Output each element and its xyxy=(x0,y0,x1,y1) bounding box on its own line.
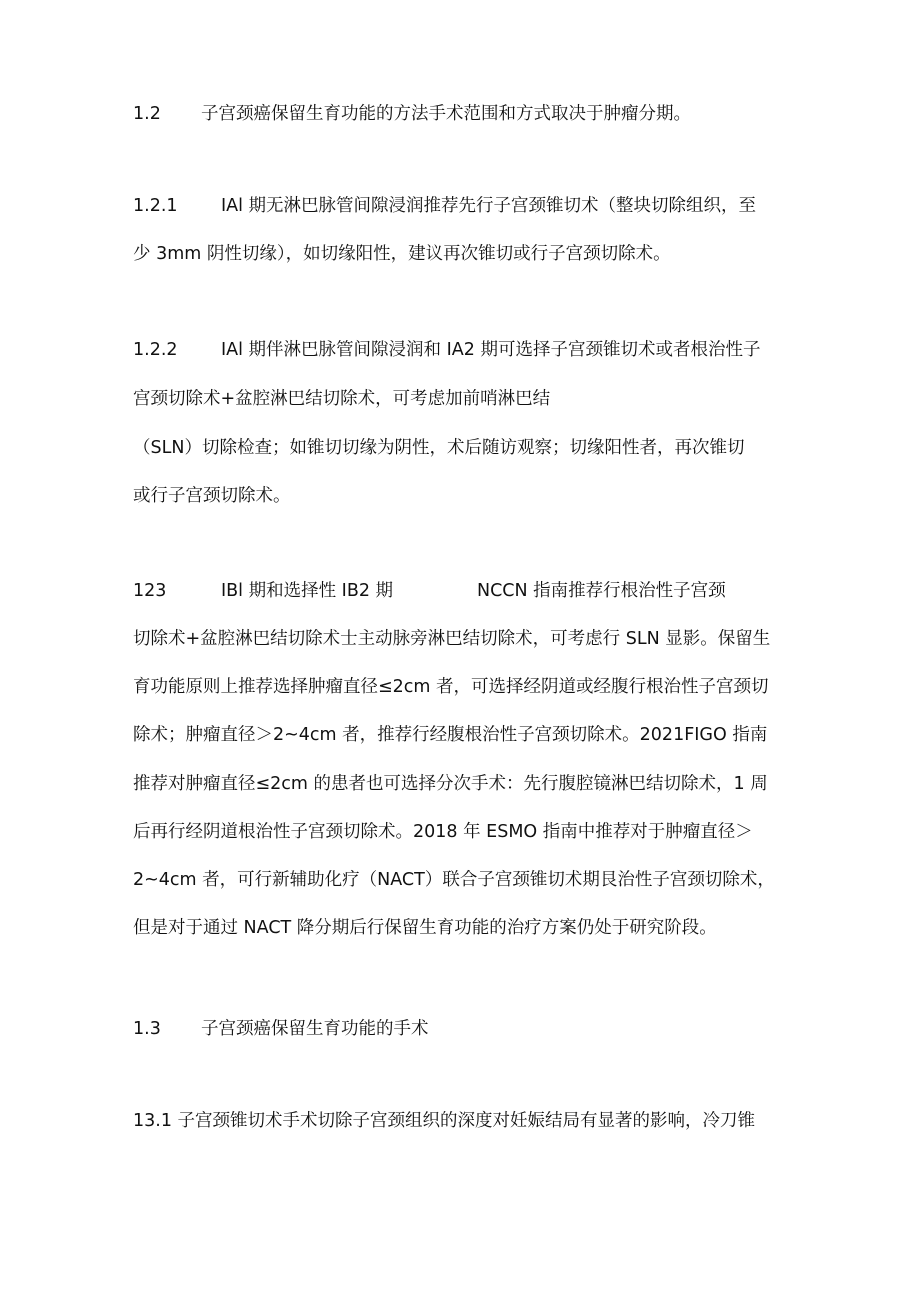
paragraph-line: IAl 期无淋巴脉管间隙浸润推荐先行子宫颈锥切术（整块切除组织，至 xyxy=(221,196,757,216)
section-number-1-3: 1.3 xyxy=(133,1019,161,1039)
paragraph-line: 推荐对肿瘤直径≤2cm 的患者也可选择分次手术：先行腹腔镜淋巴结切除术，1 周 xyxy=(133,774,768,794)
paragraph-line: 但是对于通过 NACT 降分期后行保留生育功能的治疗方案仍处于研究阶段。 xyxy=(133,918,717,938)
paragraph-line: 除术；肿瘤直径＞2~4cm 者，推荐行经腹根治性子宫颈切除术。2021FIGO 指南 xyxy=(133,725,768,745)
paragraph-line: 宫颈切除术+盆腔淋巴结切除术，可考虑加前哨淋巴结 xyxy=(133,389,551,409)
section-number-1-2-3: 123 xyxy=(133,581,167,601)
paragraph-line: 育功能原则上推荐选择肿瘤直径≤2cm 者，可选择经阴道或经腹行根治性子宫颈切 xyxy=(133,677,769,697)
paragraph-line: 切除术+盆腔淋巴结切除术士主动脉旁淋巴结切除术，可考虑行 SLN 显影。保留生 xyxy=(133,629,771,649)
section-number-1-2-2: 1.2.2 xyxy=(133,340,178,360)
paragraph-line: 少 3mm 阴性切缘），如切缘阳性，建议再次锥切或行子宫颈切除术。 xyxy=(133,244,671,264)
paragraph-line: 13.1 子宫颈锥切术手术切除子宫颈组织的深度对妊娠结局有显著的影响，冷刀锥 xyxy=(133,1111,756,1131)
paragraph-line: 后再行经阴道根治性子宫颈切除术。2018 年 ESMO 指南中推荐对于肿瘤直径＞ xyxy=(133,822,753,842)
paragraph-line: NCCN 指南推荐行根治性子宫颈 xyxy=(477,581,726,601)
paragraph-line: （SLN）切除检查；如锥切切缘为阴性，术后随访观察；切缘阳性者，再次锥切 xyxy=(133,438,745,458)
section-title-1-2: 子宫颈癌保留生育功能的方法手术范围和方式取决于肿瘤分期。 xyxy=(201,104,691,124)
section-title-1-3: 子宫颈癌保留生育功能的手术 xyxy=(201,1019,429,1039)
section-number-1-2-1: 1.2.1 xyxy=(133,196,178,216)
paragraph-line: 2~4cm 者，可行新辅助化疗（NACT）联合子宫颈锥切术期艮治性子宫颈切除术， xyxy=(133,870,775,890)
section-number-1-2: 1.2 xyxy=(133,104,161,124)
paragraph-line: 或行子宫颈切除术。 xyxy=(133,486,291,506)
paragraph-line: IAl 期伴淋巴脉管间隙浸润和 IA2 期可选择子宫颈锥切术或者根治性子 xyxy=(221,340,761,360)
paragraph-line: IBl 期和选择性 IB2 期 xyxy=(221,581,394,601)
